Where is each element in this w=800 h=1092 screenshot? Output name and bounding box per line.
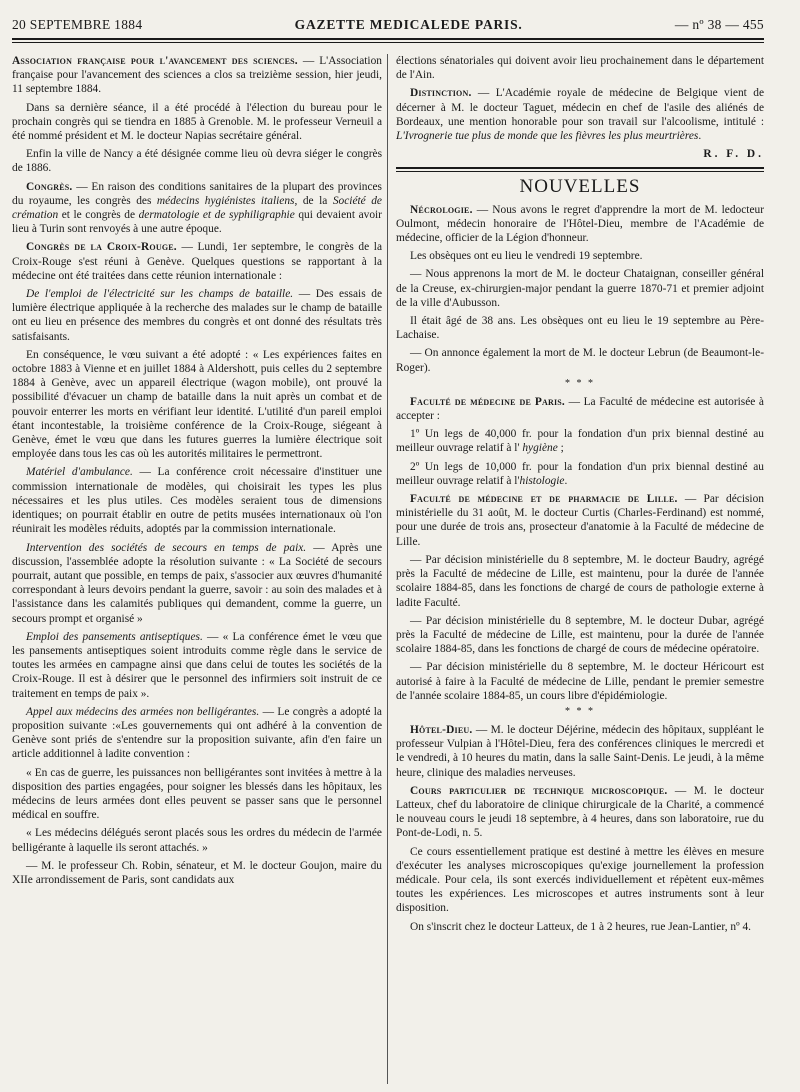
heading-croix-rouge: Congrès de la Croix-Rouge. [26, 241, 177, 254]
paragraph [12, 541, 382, 626]
text: 1º Un legs de 40,000 fr. pour la fondation d'un prix biennal destiné au meilleur ouvrage relatif à l' [396, 428, 764, 455]
page-header [12, 14, 764, 36]
column-divider [387, 54, 388, 1084]
paragraph [396, 427, 764, 455]
text: — Lundi, 1er septembre, le congrès de la Croix-Rouge s'est réuni à Genève. Quelques questions se rapportant à la médecine ont été traitées dans cette réunion internationale : [12, 241, 382, 282]
text: . [564, 474, 568, 487]
text: . [698, 130, 702, 143]
italic-text: L'Ivrognerie tue plus de monde que les fièvres les plus meurtrières [396, 130, 699, 143]
section-separator-stars: * * * [565, 377, 595, 389]
text: — M. le docteur Déjérine, médecin des hôpitaux, suppléant le professeur Vulpian à l'Hôtel-Dieu, fera des conférences cliniques le mercredi et le vendredi, à 10 heures du matin, dans la salle Saint-Denis. Le jeudi, à la même heure, clinique des maladies nerveuses. [396, 723, 764, 779]
paragraph: — Nous apprenons la mort de M. le docteur Chataignan, conseiller général de la Creuse, ex-chirurgien-major pendant la guerre 1870-71 et premier adjoint de la ville d'Aubusson. [396, 268, 764, 309]
italic-text: dermatologie et de syphiligraphie [138, 209, 295, 222]
section-rule-thick [396, 167, 764, 169]
paragraph: Dans sa dernière séance, il a été procédé à l'élection du bureau pour le prochain congrès qui se tiendra en 1885 à Grenoble. M. le professeur Verneuil a été nommé président et M. le docteur Napias secrétaire général. [12, 101, 382, 143]
paragraph: « En cas de guerre, les puissances non belligérantes sont invitées à mettre à la disposition des parties engagées, pour soigner les blessés dans les hôpitaux, les médecins de leurs armées dont elles peuvent se passer sans que le personnel médical en souffre. [12, 766, 382, 822]
right-column [396, 54, 764, 1084]
header-date: 20 SEPTEMBRE 1884 [12, 17, 143, 32]
left-column [12, 54, 382, 1084]
text: — M. le docteur Latteux, chef du laboratoire de clinique chirurgicale de la Charité, a commencé le nouveau cours le jeudi 18 septembre, à 4 heures, dans son laboratoire, rue du Pont-de-Lodi, n. 5. [396, 784, 764, 840]
italic-text: médecins hygiénistes italiens [156, 194, 295, 207]
italic-text: Société de crémation [12, 194, 382, 222]
italic-text: hygiène [522, 442, 558, 455]
text: qui devaient avoir lieu à Turin sont renvoyés à une autre époque. [12, 209, 382, 236]
paragraph: — Par décision ministérielle du 8 septembre, M. le docteur Héricourt est autorisé à faire à la Faculté de médecine de Lille, pendant le premier semestre de l'année scolaire 1884-85, un cours libre d'épidémiologie. [396, 661, 764, 702]
subheading-appel: Appel aux médecins des armées non belligérantes. [26, 705, 260, 718]
section-title-nouvelles: NOUVELLES [519, 176, 641, 198]
paragraph: — On annonce également la mort de M. le docteur Lebrun (de Beaumont-le-Roger). [396, 347, 764, 374]
heading-congres: Congrès. [26, 180, 73, 193]
article-necrologie [396, 203, 764, 246]
heading-association: Association française pour l'avancement des sciences. [12, 55, 298, 67]
text: — La conférence croit nécessaire d'instituer une commission internationale de modèles, qui choisirait les types les plus nécessaires et les plus utiles. Ces modèles seraient tous de dimensions identiques; on pourrait établir en outre de petits musées internationaux où l'on réunirait les modèles réduits, adoptés par la commission internationale. [12, 466, 382, 536]
paragraph [12, 287, 382, 344]
heading-distinction: Distinction. [410, 87, 472, 100]
section-rule-thin [396, 171, 764, 172]
paragraph: En conséquence, le vœu suivant a été adopté : « Les expériences faites en octobre 1883 à Vienne et en juillet 1884 à Aldershott, puis celles du 2 septembre 1884 à Genève, avec un appareil électrique (wagon mobile), ont prouvé la possibilité d'évacuer un champ de bataille dans la nuit après un combat et de pouvoir enterrer les morts en vérifiant leur identité. L'utilité d'un pareil emploi étant incontestable, la troisième conférence de la Croix-Rouge, siégeant à Genève, émet le vœu que dans les futures guerres la lumière électrique soit employée dans tous les cas où les autorités militaires le permettront. [12, 348, 382, 461]
paragraph: Ce cours essentiellement pratique est destiné à mettre les élèves en mesure d'exécuter les analyses microscopiques qu'exige journellement la profession médicale. Pour cela, ils sont exercés individuellement et répètent eux-mêmes toutes les expériences. Les microscopes et autres instruments sont à leur disposition. [396, 845, 764, 915]
journal-title: GAZETTE MEDICALEDE PARIS. [294, 17, 523, 32]
paragraph: — Par décision ministérielle du 8 septembre, M. le docteur Baudry, agrégé près la Faculté de médecine de Lille, est maintenu, pour la durée de l'année scolaire 1884-85, dans les fonctions de chargé de cours de pathologie externe à ladite Faculté. [396, 553, 764, 609]
paragraph: Les obsèques ont eu lieu le vendredi 19 septembre. [410, 250, 643, 263]
article-cours-microscopique [396, 784, 764, 841]
heading-faculte-lille: Faculté de médecine et de pharmacie de Lille. [410, 493, 678, 506]
text: — « La conférence émet le vœu que les pansements antiseptiques soient introduits comme règle dans le service de toutes les armées en campagne ainsi que dans celui de toutes les sociétés de la Croix-Rouge. Il est à désirer que le personnel des infirmiers soit instruit de ce traitement en temps de paix ». [12, 630, 382, 700]
subheading-ambulance: Matériel d'ambulance. [26, 466, 133, 479]
paragraph: — Par décision ministérielle du 8 septembre, M. le docteur Dubar, agrégé près la Faculté de médecine de Lille, est maintenu, pour la durée de l'année scolaire 1884-85, dans les fonctions de chargé de cours de médecine opératoire. [396, 614, 764, 656]
text: — Des essais de lumière électrique appliquée à la recherche des malades sur le champ de bataille ont eu lieu en présence des membres du congrès et ont donné des résultats très satisfaisants. [12, 288, 382, 343]
article-association [12, 54, 382, 97]
paragraph: « Les médecins délégués seront placés sous les ordres du médecin de l'armée belligérante à laquelle ils seront attachés. » [12, 827, 382, 854]
header-rule-thick [12, 38, 764, 40]
paragraph: Enfin la ville de Nancy a été désignée comme lieu où devra siéger le congrès de 1886. [12, 148, 382, 175]
article-faculte-paris [396, 395, 764, 423]
text: — Le congrès a adopté la proposition suivante :«Les gouvernements qui ont adhéré à la convention de Genève sont priés de s'entendre sur la proposition suivante, afin d'en faire un article additionnel à ladite convention : [12, 705, 382, 761]
subheading-electricite: De l'emploi de l'électricité sur les champs de bataille. [26, 288, 294, 301]
text: — Par décision ministérielle du 31 août, M. le docteur Curtis (Charles-Ferdinand) est nommé, pour une durée de trois ans, prosecteur d'anatomie à la Faculté de médecine de Lille. [396, 493, 764, 548]
paragraph: — M. le professeur Ch. Robin, sénateur, et M. le docteur Goujon, maire du XIIe arrondissement de Paris, sont candidats aux [12, 859, 382, 886]
paragraph [12, 705, 382, 762]
text: et le congrès de [58, 209, 139, 222]
text: — L'Académie royale de médecine de Belgique vient de décerner à M. le docteur Taguet, médecin en chef de l'asile des aliénés de Bordeaux, une mention honorable pour son travail sur l'alcoolisme, intitulé : [396, 87, 764, 128]
paragraph: Il était âgé de 38 ans. Les obsèques ont eu lieu le 19 septembre au Père-Lachaise. [396, 315, 764, 342]
subheading-intervention: Intervention des sociétés de secours en temps de paix. [26, 541, 307, 554]
text: — En raison des conditions sanitaires de la plupart des provinces du royaume, les congrès des [12, 180, 382, 207]
article-croix-rouge [12, 240, 382, 283]
text: 2º Un legs de 10,000 fr. pour la fondation d'un prix biennal destiné au meilleur ouvrage relatif à l' [396, 460, 764, 487]
text: ; [557, 442, 564, 455]
article-faculte-lille [396, 492, 764, 549]
heading-faculte-paris: Faculté de médecine de Paris. [410, 395, 565, 408]
article-congres [12, 180, 382, 237]
header-rule-thin [12, 42, 764, 43]
heading-necrologie: Nécrologie. [410, 203, 473, 216]
text: , de la [294, 194, 333, 207]
heading-cours-microscopique: Cours particulier de technique microscopique. [410, 784, 668, 797]
text: — L'Association française pour l'avancement des sciences a clos sa treizième session, hier jeudi, 11 septembre 1884. [12, 55, 382, 96]
issue-page-number: — nº 38 — 455 [674, 17, 764, 32]
signature: R. F. D. [703, 148, 764, 161]
article-distinction [396, 86, 764, 143]
article-hotel-dieu [396, 723, 764, 780]
subheading-pansements: Emploi des pansements antiseptiques. [26, 630, 203, 643]
text: — Après une discussion, l'assemblée adopte la résolution suivante : « La Société de secours pourrait, autant que possible, en temps de paix, s'associer aux œuvres d'humanité correspondant à leurs devoirs pendant la guerre, savoir : au soin des malades et à l'assistance dans les calamités publiques qui demandent, comme la guerre, un secours prompt et organisé » [12, 541, 382, 625]
text: — Nous avons le regret d'apprendre la mort de M. ledocteur Oulmont, médecin honoraire de l'Hôtel-Dieu, membre de l'Académie de médecine, officier de la Légion d'honneur. [396, 203, 764, 245]
section-separator-stars: * * * [565, 705, 595, 717]
paragraph: élections sénatoriales qui doivent avoir lieu prochainement dans le département de l'Ain. [396, 55, 764, 82]
text: — La Faculté de médecine est autorisée à accepter : [396, 395, 764, 423]
paragraph [396, 460, 764, 488]
paragraph: On s'inscrit chez le docteur Latteux, de 1 à 2 heures, rue Jean-Lantier, nº 4. [410, 920, 752, 933]
paragraph [12, 465, 382, 536]
paragraph [12, 630, 382, 701]
italic-text: histologie [519, 474, 565, 487]
heading-hotel-dieu: Hôtel-Dieu. [410, 723, 473, 736]
